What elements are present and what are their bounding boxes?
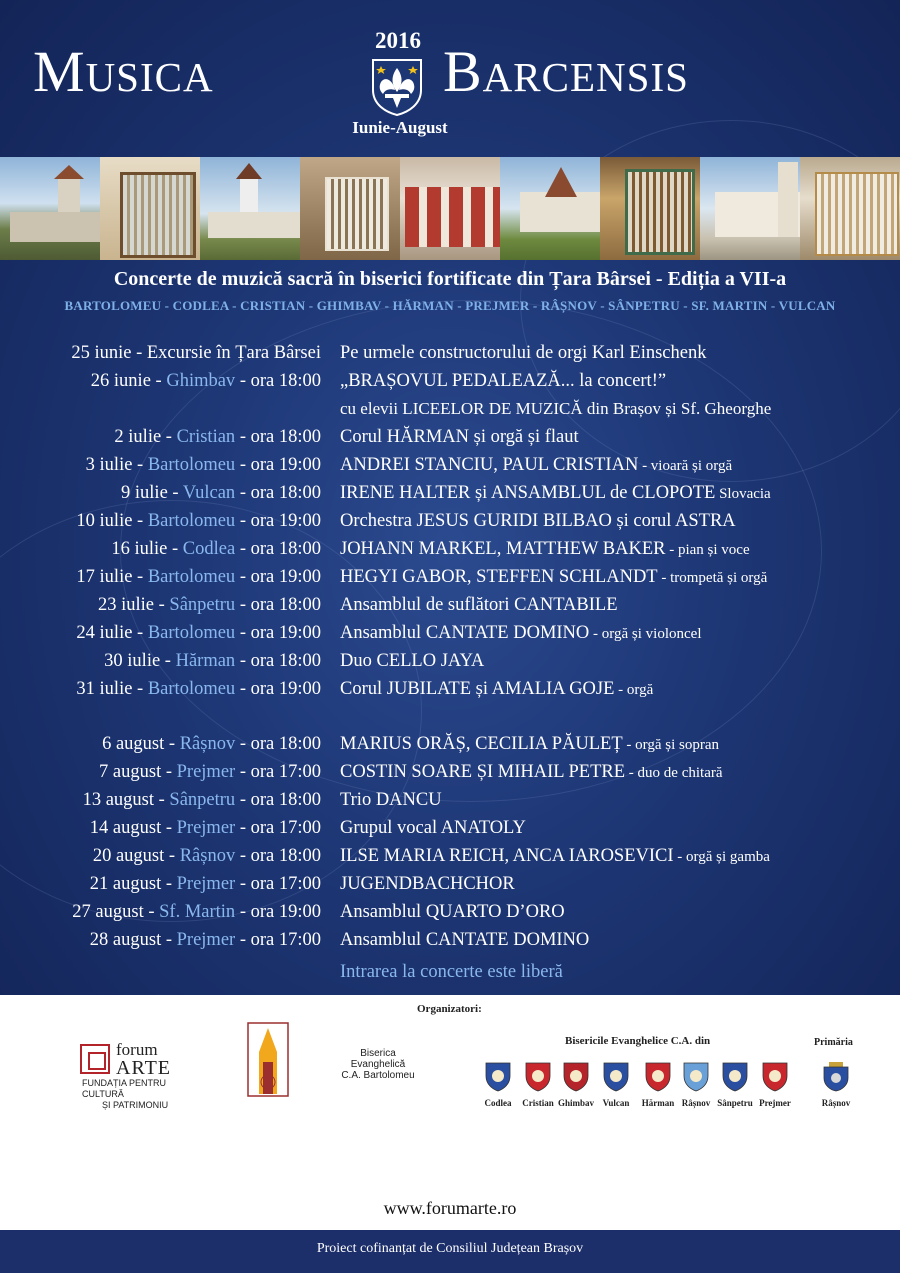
- concert-date: [76, 567, 321, 588]
- concert-description: [340, 343, 706, 364]
- date-text: 24 iulie -: [76, 623, 148, 643]
- concert-date: [121, 483, 321, 504]
- instruments-text: Slovacia: [715, 486, 771, 502]
- concert-date: [99, 762, 321, 783]
- date-text: 27 august -: [72, 902, 160, 922]
- schedule-row: [0, 679, 900, 707]
- schedule-row: [0, 846, 900, 874]
- concert-date: [90, 874, 321, 895]
- date-text: 3 iulie -: [85, 455, 148, 475]
- churches-photo-strip: [0, 157, 900, 260]
- rasnov-coat-of-arms-icon: [823, 1062, 849, 1092]
- schedule-row: [0, 790, 900, 818]
- forum-text: forum: [116, 1040, 158, 1059]
- concert-time: - ora 19:00: [235, 902, 321, 922]
- website-link[interactable]: www.forumarte.ro: [383, 1198, 517, 1218]
- concert-date: [86, 455, 321, 476]
- schedule-row: [0, 455, 900, 483]
- concert-time: - ora 18:00: [235, 427, 321, 447]
- concert-time: - ora 18:00: [235, 539, 321, 559]
- concert-time: - ora 17:00: [235, 762, 321, 782]
- concert-place: Sf. Martin: [159, 902, 236, 922]
- date-text: 2 iulie -: [114, 427, 177, 447]
- concert-date: [98, 595, 321, 616]
- concert-description: [340, 846, 770, 867]
- concert-description: [340, 595, 618, 616]
- concert-place: Bartolomeu: [147, 679, 236, 699]
- date-text: 23 iulie -: [98, 595, 170, 615]
- performers-text: JUGENDBACHCHOR: [340, 874, 515, 894]
- concert-time: - ora 18:00: [235, 371, 321, 391]
- date-text: 25 iunie - Excursie în Țara Bârsei: [71, 343, 321, 363]
- concert-description: [340, 455, 732, 476]
- concert-time: - ora 19:00: [235, 567, 321, 587]
- bartolomeu-line1: Biserica: [360, 1048, 396, 1059]
- date-text: 20 august -: [92, 846, 180, 866]
- concert-description: [340, 539, 750, 560]
- concert-description: [340, 483, 771, 504]
- instruments-text: - vioară și orgă: [638, 458, 733, 474]
- concert-place: Bartolomeu: [147, 511, 236, 531]
- schedule-row: [0, 762, 900, 790]
- concert-date: [76, 511, 321, 532]
- concert-date: [90, 818, 321, 839]
- concert-place: Hărman: [175, 651, 236, 671]
- date-text: 10 iulie -: [76, 511, 148, 531]
- concert-place: Sânpetru: [169, 595, 236, 615]
- performers-text: IRENE HALTER și ANSAMBLUL de CLOPOTE: [340, 483, 716, 503]
- church-name-label: Râșnov: [681, 1098, 711, 1108]
- date-text: 26 iunie -: [90, 371, 167, 391]
- primaria-town-label: Râșnov: [821, 1098, 851, 1108]
- towns-list: BARTOLOMEU - CODLEA - CRISTIAN - GHIMBAV - HĂRMAN - PREJMER - RÂȘNOV - SÂNPETRU - SF. MARTIN - VULCAN: [64, 298, 836, 313]
- concert-description: [340, 679, 653, 700]
- organizers-label: Organizatori:: [417, 1003, 482, 1015]
- forum-foundation-text: [82, 1078, 200, 1111]
- schedule-row: [0, 874, 900, 902]
- fleur-de-lis-icon: [369, 58, 425, 116]
- instruments-text: - orgă și sopran: [622, 737, 720, 753]
- concert-description: [340, 790, 442, 811]
- concert-date: [104, 651, 321, 672]
- date-text: 21 august -: [89, 874, 177, 894]
- photo-basilica: [700, 157, 800, 260]
- performers-text: „BRAȘOVUL PEDALEAZĂ... la concert!”: [340, 371, 667, 391]
- schedule-row: [0, 567, 900, 595]
- concert-time: - ora 19:00: [235, 679, 321, 699]
- church-name-label: Hărman: [641, 1098, 675, 1108]
- instruments-text: - orgă și violoncel: [589, 626, 702, 642]
- performers-text: Orchestra JESUS GURIDI BILBAO și corul ASTRA: [340, 511, 736, 531]
- edition-year: 2016: [375, 28, 421, 53]
- schedule-row: [0, 818, 900, 846]
- performers-text: Ansamblul de suflători CANTABILE: [340, 595, 618, 615]
- season-months: Iunie-August: [352, 118, 448, 137]
- schedule-row: [0, 483, 900, 511]
- concert-place: Cristian: [176, 427, 236, 447]
- concert-description: [340, 623, 701, 644]
- instruments-text: - duo de chitară: [625, 765, 723, 781]
- concert-place: Prejmer: [176, 930, 236, 950]
- schedule-row: [0, 539, 900, 567]
- concert-place: Prejmer: [176, 818, 236, 838]
- instruments-text: - orgă: [614, 682, 654, 698]
- performers-text: Grupul vocal ANATOLY: [340, 818, 526, 838]
- concert-date: [102, 734, 321, 755]
- schedule-row: [0, 623, 900, 651]
- date-text: 7 august -: [99, 762, 177, 782]
- concert-description: [340, 399, 771, 419]
- concert-date: [90, 930, 321, 951]
- performers-text: ILSE MARIA REICH, ANCA IAROSEVICI: [340, 846, 674, 866]
- concert-description: [340, 734, 719, 755]
- bartolomeu-line2: Evanghelică: [350, 1059, 406, 1070]
- date-text: 14 august -: [89, 818, 177, 838]
- concert-date: [72, 902, 321, 923]
- photo-organ: [100, 157, 200, 260]
- photo-fortress: [0, 157, 100, 260]
- concert-time: - ora 19:00: [235, 623, 321, 643]
- church-name-label: Codlea: [484, 1098, 512, 1108]
- performers-text: Corul HĂRMAN și orgă și flaut: [340, 427, 579, 447]
- biserica-neagra-logo: [247, 1022, 289, 1097]
- performers-text: Ansamblul CANTATE DOMINO: [340, 623, 590, 643]
- evangelical-churches-title: Bisericile Evanghelice C.A. din: [565, 1035, 711, 1047]
- date-text: 16 iulie -: [111, 539, 183, 559]
- church-coat-of-arms-icon: [722, 1062, 748, 1092]
- biserica-bartolomeu-logo: [338, 1048, 418, 1081]
- concert-place: Prejmer: [176, 762, 236, 782]
- concert-time: - ora 18:00: [235, 734, 321, 754]
- concert-time: - ora 18:00: [235, 651, 321, 671]
- performers-text: Ansamblul CANTATE DOMINO: [340, 930, 590, 950]
- instruments-text: - orgă și gamba: [673, 849, 770, 865]
- arte-text: ARTE: [116, 1057, 172, 1079]
- church-coat-of-arms-icon: [603, 1062, 629, 1092]
- concert-time: - ora 17:00: [235, 818, 321, 838]
- date-text: 30 iulie -: [104, 651, 176, 671]
- concert-place: Bartolomeu: [147, 455, 236, 475]
- performers-text: Pe urmele constructorului de orgi Karl Einschenk: [340, 343, 707, 363]
- schedule-row: [0, 371, 900, 399]
- church-coat-of-arms-icon: [563, 1062, 589, 1092]
- performers-text: ANDREI STANCIU, PAUL CRISTIAN: [340, 455, 639, 475]
- date-text: 6 august -: [102, 734, 180, 754]
- photo-organ-gold: [600, 157, 700, 260]
- schedule-row: [0, 734, 900, 762]
- photo-prejmer: [500, 157, 600, 260]
- concert-place: Bartolomeu: [147, 623, 236, 643]
- church-coat-of-arms-icon: [525, 1062, 551, 1092]
- church-name-label: Sânpetru: [717, 1098, 753, 1108]
- concert-place: Prejmer: [176, 874, 236, 894]
- concert-place: Sânpetru: [169, 790, 236, 810]
- performers-text: JOHANN MARKEL, MATTHEW BAKER: [340, 539, 666, 559]
- schedule-row: [0, 651, 900, 679]
- concert-description: [340, 762, 723, 783]
- church-coat-of-arms-icon: [762, 1062, 788, 1092]
- schedule-row: [0, 902, 900, 930]
- church-coat-of-arms-icon: [645, 1062, 671, 1092]
- concert-date: [76, 679, 321, 700]
- date-text: 13 august -: [82, 790, 170, 810]
- event-subtitle: Concerte de muzică sacră în biserici fortificate din Țara Bârsei - Ediția a VII-a: [113, 268, 787, 290]
- forum-arte-icon: [80, 1044, 110, 1074]
- concert-description: [340, 651, 484, 672]
- forum-foundation-line1: FUNDAȚIA PENTRU CULTURĂ: [82, 1078, 167, 1099]
- concert-time: - ora 18:00: [235, 483, 321, 503]
- church-name-label: Cristian: [522, 1098, 554, 1108]
- concert-date: [111, 539, 321, 560]
- concert-date: [91, 371, 321, 392]
- concert-time: - ora 17:00: [235, 874, 321, 894]
- concert-time: - ora 18:00: [235, 846, 321, 866]
- concert-place: Ghimbav: [166, 371, 236, 391]
- bartolomeu-line3: C.A. Bartolomeu: [341, 1070, 415, 1081]
- concert-description: [340, 427, 579, 448]
- photo-interior: [300, 157, 400, 260]
- title-musica: Musica: [33, 39, 214, 104]
- free-entry-note: Intrarea la concerte este liberă: [340, 962, 563, 982]
- concert-date: [76, 623, 321, 644]
- concert-place: Râșnov: [179, 734, 236, 754]
- schedule-row: [0, 343, 900, 371]
- concert-time: - ora 19:00: [235, 455, 321, 475]
- church-name-label: Prejmer: [759, 1098, 791, 1108]
- church-coat-of-arms-icon: [683, 1062, 709, 1092]
- date-text: 9 iulie -: [121, 483, 183, 503]
- schedule-row: [0, 930, 900, 958]
- date-text: 31 iulie -: [76, 679, 148, 699]
- concert-time: - ora 19:00: [235, 511, 321, 531]
- concert-place: Bartolomeu: [147, 567, 236, 587]
- schedule-row: [0, 595, 900, 623]
- church-coat-of-arms-icon: [485, 1062, 511, 1092]
- schedule-row: [0, 427, 900, 455]
- schedule-row: [0, 511, 900, 539]
- concert-time: - ora 18:00: [235, 595, 321, 615]
- performers-text: COSTIN SOARE ȘI MIHAIL PETRE: [340, 762, 626, 782]
- date-text: 17 iulie -: [76, 567, 148, 587]
- photo-organ-white: [800, 157, 900, 260]
- church-name-label: Vulcan: [602, 1098, 630, 1108]
- concert-description: [340, 818, 526, 839]
- performers-text: Duo CELLO JAYA: [340, 651, 485, 671]
- concert-description: [340, 567, 767, 588]
- date-text: 28 august -: [89, 930, 177, 950]
- concert-date: [71, 343, 321, 364]
- forum-foundation-line2: ȘI PATRIMONIU: [102, 1100, 169, 1110]
- footer-bar: [0, 1230, 900, 1273]
- church-name-label: Ghimbav: [557, 1098, 594, 1108]
- photo-arches: [400, 157, 500, 260]
- concert-description: [340, 371, 666, 392]
- performers-text: HEGYI GABOR, STEFFEN SCHLANDT: [340, 567, 658, 587]
- concert-description: [340, 511, 736, 532]
- photo-church: [200, 157, 300, 260]
- performers-text: MARIUS ORĂȘ, CECILIA PĂULEȚ: [340, 734, 623, 754]
- concert-date: [83, 790, 321, 811]
- primaria-title: Primăria: [814, 1037, 853, 1048]
- concert-description: [340, 902, 565, 923]
- performers-text: Corul JUBILATE și AMALIA GOJE: [340, 679, 615, 699]
- concert-place: Codlea: [182, 539, 236, 559]
- concert-date: [114, 427, 321, 448]
- concert-date: [93, 846, 321, 867]
- performers-text: cu elevii LICEELOR DE MUZICĂ din Brașov și Sf. Gheorghe: [340, 399, 772, 418]
- concert-time: - ora 18:00: [235, 790, 321, 810]
- footer-funding-text: Proiect cofinanțat de Consiliul Județean Brașov: [316, 1241, 584, 1256]
- concert-place: Râșnov: [179, 846, 236, 866]
- concert-time: - ora 17:00: [235, 930, 321, 950]
- performers-text: Ansamblul QUARTO D’ORO: [340, 902, 565, 922]
- instruments-text: - pian și voce: [665, 542, 750, 558]
- concert-place: Vulcan: [182, 483, 236, 503]
- schedule-row: [0, 399, 900, 427]
- concert-description: [340, 930, 589, 951]
- instruments-text: - trompetă și orgă: [657, 570, 768, 586]
- concert-description: [340, 874, 515, 895]
- title-barcensis: Barcensis: [443, 39, 689, 104]
- performers-text: Trio DANCU: [340, 790, 442, 810]
